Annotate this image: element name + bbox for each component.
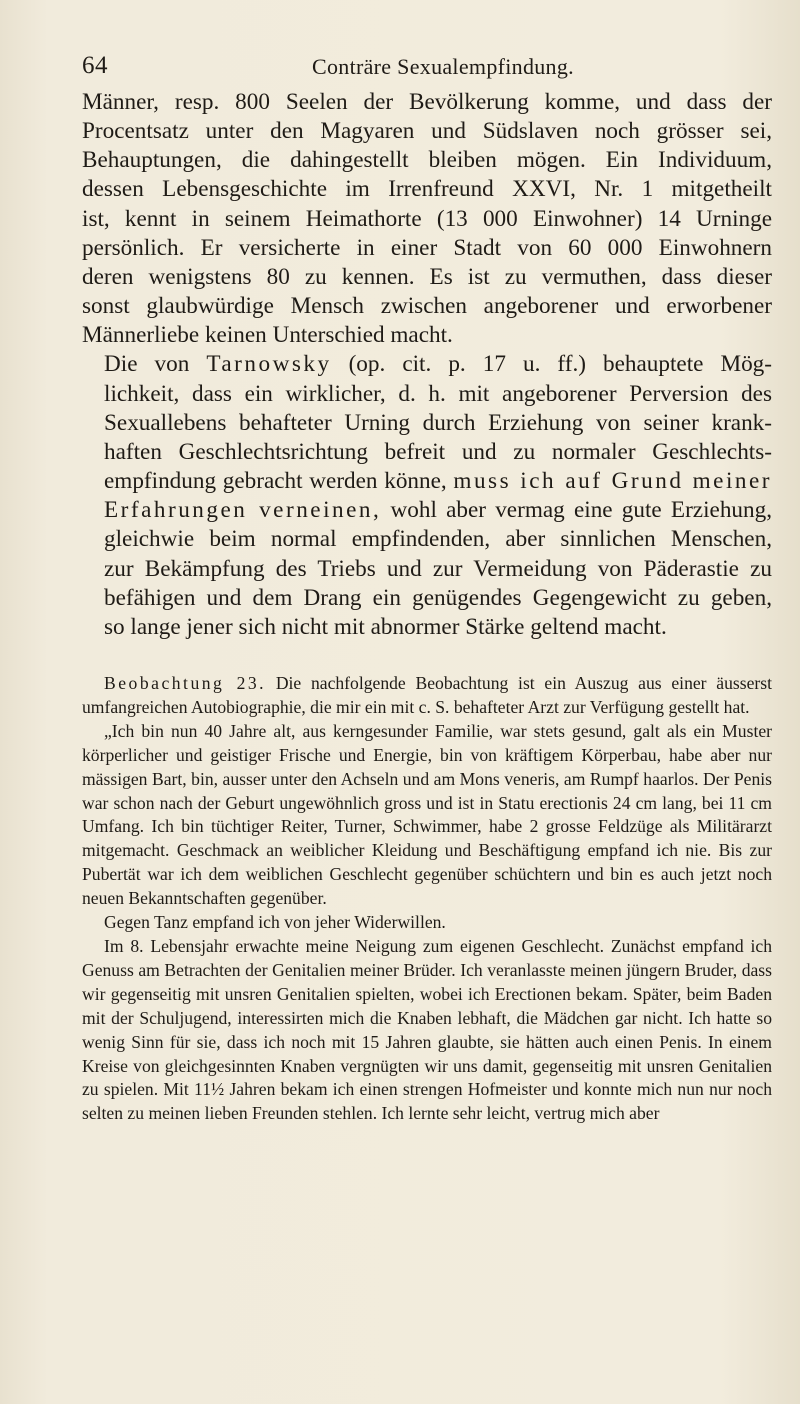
observation-paragraph: Gegen Tanz empfand ich von jeher Widerwillen. (104, 912, 446, 933)
text-line: haften Geschlechtsrichtung befreit und zu normaler Geschlechts- (104, 438, 772, 465)
text-fragment: Die von (104, 351, 207, 378)
text-line: ist, kennt in seinem Heimathorte (13 000 Einwohner) 14 Urninge (82, 205, 772, 232)
text-line: Procentsatz unter den Magyaren und Südslaven noch grösser sei, (82, 118, 772, 145)
text-line: sonst glaubwürdige Mensch zwischen angeborener und erworbener (82, 293, 772, 320)
text-line: Männerliebe keinen Unterschied macht. (82, 322, 453, 349)
text-line: persönlich. Er versicherte in einer Stadt von 60 000 Einwohnern (82, 234, 772, 261)
running-head (82, 52, 772, 82)
text-line: Behauptungen, die dahingestellt bleiben mögen. Ein Individuum, (82, 147, 772, 174)
emphasized-text: muss ich auf Grund meiner (453, 468, 772, 495)
text-line (82, 467, 772, 496)
author-name: Tarnowsky (206, 351, 332, 378)
observation-paragraph: „Ich bin nun 40 Jahre alt, aus kerngesunder Familie, war stets gesund, galt als ein Muster körperlicher und geistiger Frische und Energie, bin von kräftigem Körperbau, habe aber nur mässigen Bart, bin, ausser unter den Achseln und am Mons veneris, am Rumpf haarlos. Der Penis war schon nach der Geburt ungewöhnlich gross und ist in Statu erectionis 24 cm lang, bei 11 cm Umfang. Ich bin tüchtiger Reiter, Turner, Schwimmer, habe 2 grosse Feldzüge als Militärarzt mitgemacht. Geschmack an weiblicher Kleidung und Beschäftigung empfand ich nie. Bis zur Pubertät war ich dem weiblichen Geschlecht gegenüber schüchtern und bin es auch jetzt noch neuen Bekanntschaften gegenüber. (82, 720, 772, 909)
text-line: lichkeit, dass ein wirklicher, d. h. mit angeborener Perversion des (104, 380, 772, 407)
observation-intro-text: Die nachfolgende Beobachtung ist ein Auszug aus einer äusserst umfangreichen Autobiographie, die mir ein mit c. S. behafteter Arzt zur Verfügung gestellt hat. (82, 673, 772, 717)
text-line (82, 350, 772, 379)
emphasized-text: Erfahrungen verneinen, (104, 497, 382, 524)
observation-heading: Beobachtung 23. (104, 673, 267, 693)
text-line: dessen Lebensgeschichte im Irrenfreund XXVI, Nr. 1 mitgetheilt (82, 176, 772, 203)
text-line: gleichwie beim normal empfindenden, aber sinnlichen Menschen, (104, 526, 772, 553)
paragraph-2 (82, 350, 772, 642)
text-line: Sexuallebens behafteter Urning durch Erziehung von seiner krank- (104, 409, 772, 436)
text-line (82, 496, 772, 525)
observation-paragraph: Im 8. Lebensjahr erwachte meine Neigung zum eigenen Geschlecht. Zunächst empfand ich Genuss am Betrachten der Genitalien meiner Brüder. Ich veranlasste meinen jüngern Bruder, dass wir gegenseitig mit unsren Genitalien spielten, wobei ich Erectionen bekam. Später, beim Baden mit der Schuljugend, interessirten mich die Knaben lebhaft, die Mädchen gar nicht. Ich hatte so wenig Sinn für sie, dass ich noch mit 15 Jahren glaubte, sie hätten auch einen Penis. In einem Kreise von gleichgesinnten Knaben vergnügten wir uns damit, gegenseitig mit unsren Genitalien zu spielen. Mit 11½ Jahren bekam ich einen strengen Hofmeister und konnte mich nun nur noch selten zu meinen lieben Freunden stehlen. Ich lernte sehr leicht, vertrug mich aber (82, 935, 772, 1124)
observation-intro (82, 672, 772, 720)
text-line: befähigen und dem Drang ein genügendes Gegengewicht zu geben, (104, 584, 772, 611)
text-line: zur Bekämpfung des Triebs und zur Vermeidung von Päderastie zu (104, 555, 772, 582)
text-line: deren wenigstens 80 zu kennen. Es ist zu vermuthen, dass dieser (82, 263, 772, 290)
paragraph-1 (82, 88, 772, 350)
main-text (82, 88, 772, 642)
running-title: Conträre Sexualempfindung. (312, 54, 574, 79)
page-number: 64 (82, 52, 108, 79)
text-fragment: wohl aber vermag eine gute Erziehung, (381, 497, 772, 524)
observation-block (82, 672, 772, 1126)
text-fragment: (op. cit. p. 17 u. ff.) behauptete Mög- (331, 351, 772, 378)
text-line: so lange jener sich nicht mit abnormer Stärke geltend macht. (104, 613, 667, 640)
text-line: Männer, resp. 800 Seelen der Bevölkerung komme, und dass der (82, 89, 772, 115)
text-fragment: empfindung gebracht werden könne, (104, 468, 454, 495)
